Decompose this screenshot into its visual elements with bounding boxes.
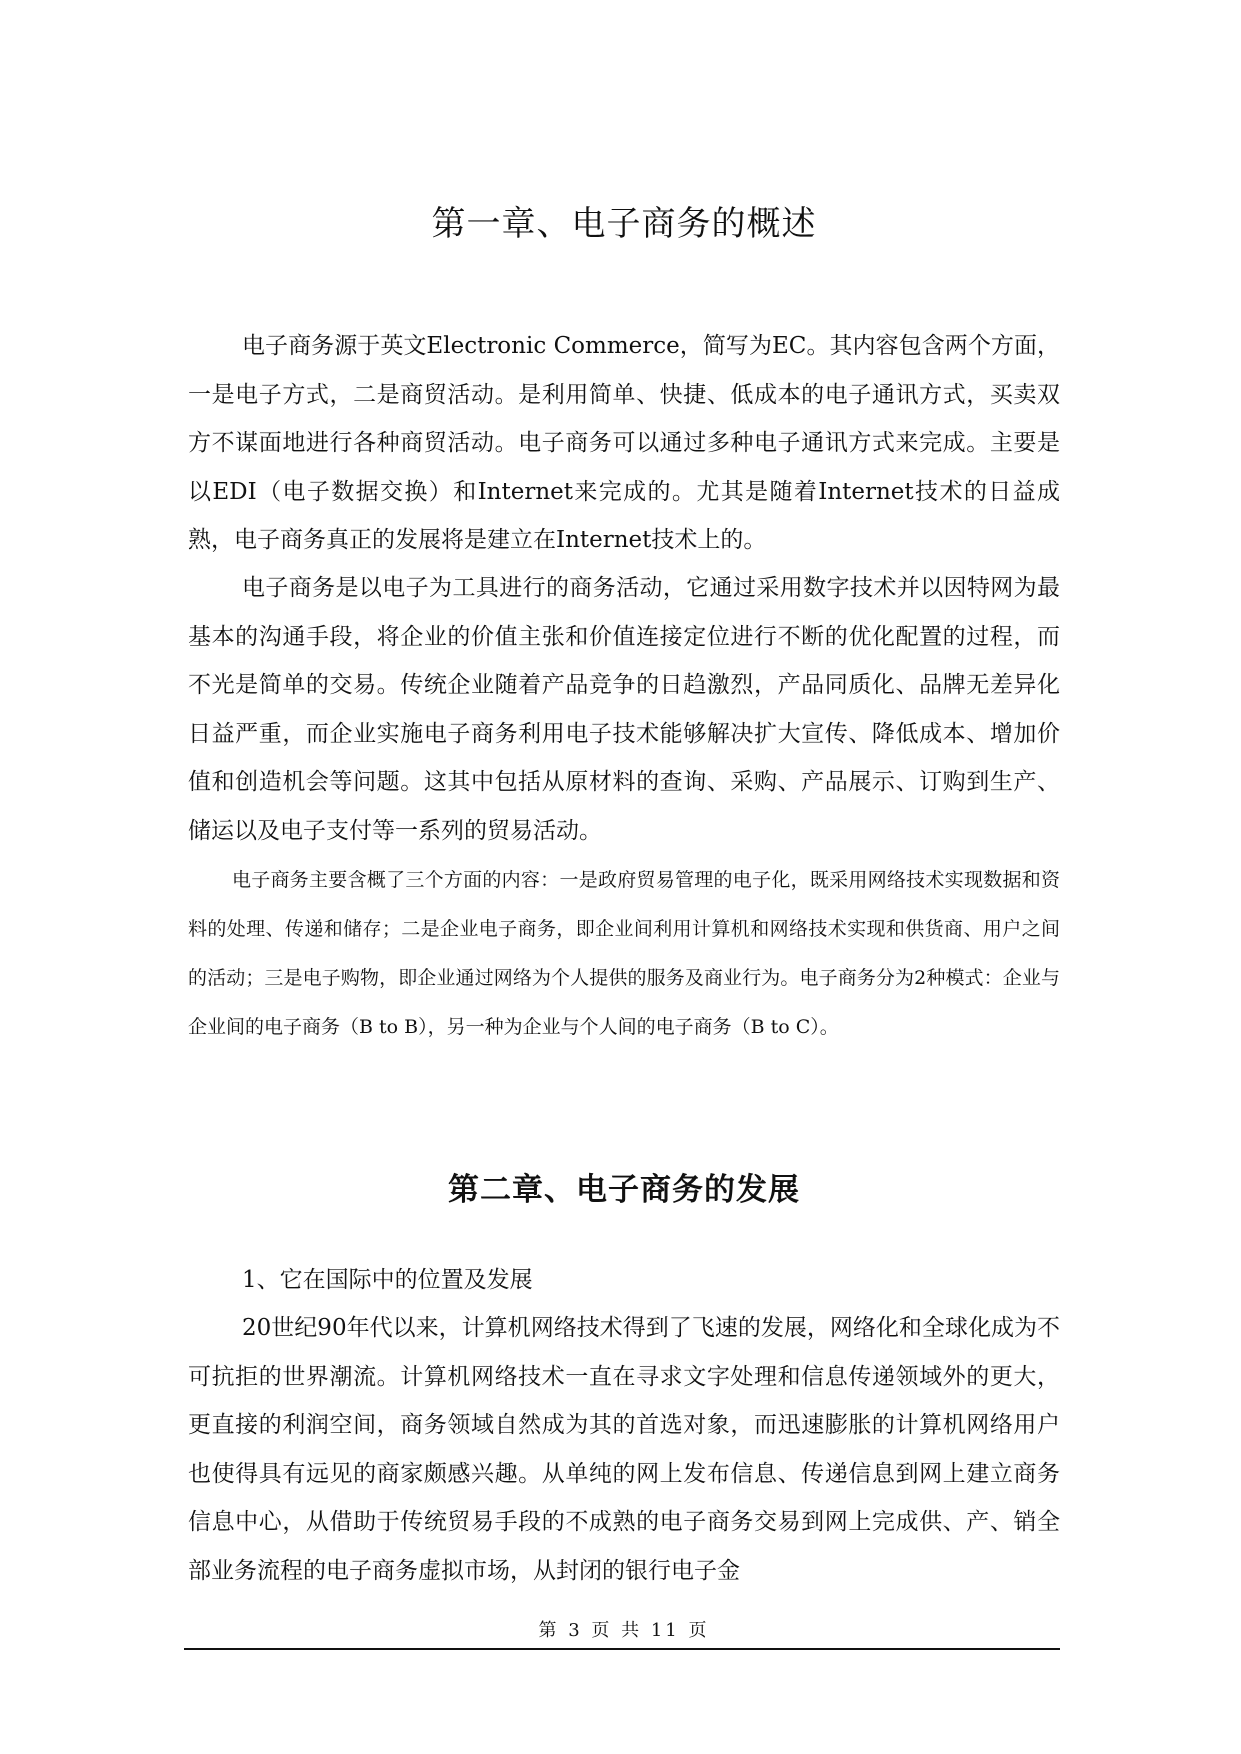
chapter2-title: 第二章、电子商务的发展 (448, 1172, 800, 1208)
chapter1-paragraph-3: 电子商务主要含概了三个方面的内容：一是政府贸易管理的电子化，既采用网络技术实现数据和资料的处理、传递和储存；二是企业电子商务，即企业间利用计算机和网络技术实现和供货商、用户之间的活动；三是电子购物，即企业通过网络为个人提供的服务及商业行为。电子商务分为2种模式：企业与企业间的电子商务（B to B），另一种为企业与个人间的电子商务（B to C）。 (188, 869, 1060, 1038)
chapter1-title: 第一章、电子商务的概述 (431, 204, 817, 244)
chapter2-subheading: 1、它在国际中的位置及发展 (242, 1267, 533, 1293)
page-number-label: 第 3 页 共 11 页 (538, 1620, 710, 1641)
chapter1-paragraph-2: 电子商务是以电子为工具进行的商务活动，它通过采用数字技术并以因特网为最基本的沟通手段，将企业的价值主张和价值连接定位进行不断的优化配置的过程，而不光是简单的交易。传统企业随着产品竞争的日趋激烈，产品同质化、品牌无差异化日益严重，而企业实施电子商务利用电子技术能够解决扩大宣传、降低成本、增加价值和创造机会等问题。这其中包括从原材料的查询、采购、产品展示、订购到生产、储运以及电子支付等一系列的贸易活动。 (188, 575, 1060, 844)
chapter2-paragraph-1: 20世纪90年代以来，计算机网络技术得到了飞速的发展，网络化和全球化成为不可抗拒的世界潮流。计算机网络技术一直在寻求文字处理和信息传递领域外的更大，更直接的利润空间，商务领域自然成为其的首选对象，而迅速膨胀的计算机网络用户也使得具有远见的商家颇感兴趣。从单纯的网上发布信息、传递信息到网上建立商务信息中心，从借助于传统贸易手段的不成熟的电子商务交易到网上完成供、产、销全部业务流程的电子商务虚拟市场，从封闭的银行电子金 (188, 1315, 1060, 1584)
chapter1-paragraph-1: 电子商务源于英文Electronic Commerce，简写为EC。其内容包含两个方面，一是电子方式，二是商贸活动。是利用简单、快捷、低成本的电子通讯方式，买卖双方不谋面地进行各种商贸活动。电子商务可以通过多种电子通讯方式来完成。主要是以EDI（电子数据交换）和Internet来完成的。尤其是随着Internet技术的日益成熟，电子商务真正的发展将是建立在Internet技术上的。 (188, 333, 1060, 553)
footer-divider (184, 1648, 1060, 1650)
